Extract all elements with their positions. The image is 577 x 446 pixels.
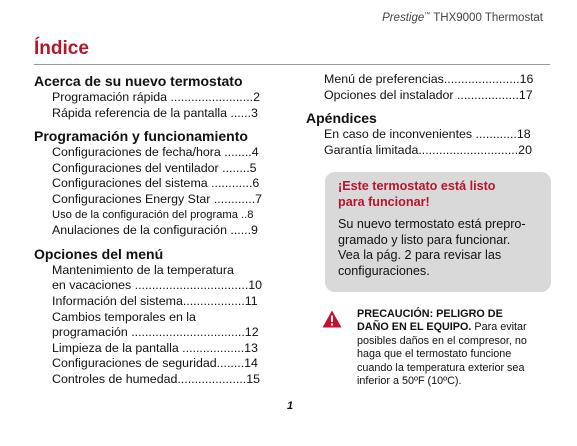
toc-entry: Configuraciones de fecha/hora ........4 xyxy=(52,145,259,160)
toc-section-heading: Acerca de su nuevo termostato xyxy=(34,73,243,89)
callout-title-line: para funcionar! xyxy=(338,194,430,209)
caution-text: inferior a 50ºF (10ºC). xyxy=(357,375,462,388)
callout-body-line: gramado y listo para funcionar. xyxy=(338,232,511,247)
callout-title-line: ¡Este termostato está listo xyxy=(338,179,496,193)
toc-section-heading: Apéndices xyxy=(306,110,377,127)
toc-entry: Garantía limitada.............................20 xyxy=(324,142,532,157)
header-model: THX9000 Thermostat xyxy=(433,12,543,24)
toc-entry: Uso de la configuración del programa ..8 xyxy=(52,208,254,221)
trademark-symbol: ™ xyxy=(424,12,431,19)
toc-entry: En caso de inconvenientes ............18 xyxy=(324,127,531,142)
toc-entry: Controles de humedad....................15 xyxy=(52,371,260,386)
page-number: 1 xyxy=(287,400,294,412)
toc-left-column xyxy=(34,72,282,388)
toc-entry: Menú de preferencias......................16 xyxy=(324,72,534,86)
toc-entry: en vacaciones .................................10 xyxy=(52,278,263,293)
toc-entry: programación .................................12 xyxy=(52,325,259,340)
toc-entry: Mantenimiento de la temperatura xyxy=(52,262,234,277)
caution-subheading: DAÑO EN EL EQUIPO. xyxy=(357,321,472,334)
caution-notice xyxy=(357,308,557,388)
title-divider xyxy=(34,64,550,65)
toc-entry: Programación rápida ........................2 xyxy=(52,90,260,104)
page-header xyxy=(382,12,543,24)
callout-body-line: configuraciones. xyxy=(338,263,430,278)
toc-entry: Configuraciones del ventilador ........5 xyxy=(52,160,257,175)
toc-entry: Cambios temporales en la xyxy=(52,309,196,324)
warning-triangle-icon xyxy=(322,310,342,328)
caution-text: Para evitar xyxy=(471,321,527,334)
toc-entry: Anulaciones de la configuración ......9 xyxy=(52,223,258,238)
toc-entry: Opciones del instalador ..................17 xyxy=(324,87,533,102)
toc-section-heading: Opciones del menú xyxy=(34,245,164,262)
toc-entry: Configuraciones de seguridad........14 xyxy=(52,356,258,371)
toc-entry: Configuraciones Energy Star ............7 xyxy=(52,191,263,206)
page-title: Índice xyxy=(34,38,89,59)
toc-entry: Rápida referencia de la pantalla ......3 xyxy=(52,105,258,120)
ready-callout-body xyxy=(338,217,539,279)
caution-text: haga que el termostato funcione xyxy=(357,348,512,361)
header-brand: Prestige xyxy=(382,12,425,24)
ready-callout-box xyxy=(325,172,551,292)
caution-heading: PRECAUCIÓN: PELIGRO DE xyxy=(357,308,503,320)
toc-entry: Información del sistema..................11 xyxy=(52,293,258,308)
caution-text: cuando la temperatura exterior sea xyxy=(357,361,525,374)
toc-right-column xyxy=(306,72,554,158)
callout-body-line: Vea la pág. 2 para revisar las xyxy=(338,248,502,262)
callout-body-line: Su nuevo termostato está prepro- xyxy=(338,217,526,231)
toc-section-heading: Programación y funcionamiento xyxy=(34,128,248,145)
ready-callout-title xyxy=(338,179,539,210)
toc-entry: Limpieza de la pantalla ..................13 xyxy=(52,340,258,355)
toc-entry: Configuraciones del sistema ............6 xyxy=(52,176,260,191)
caution-text: posibles daños en el compresor, no xyxy=(357,334,527,347)
